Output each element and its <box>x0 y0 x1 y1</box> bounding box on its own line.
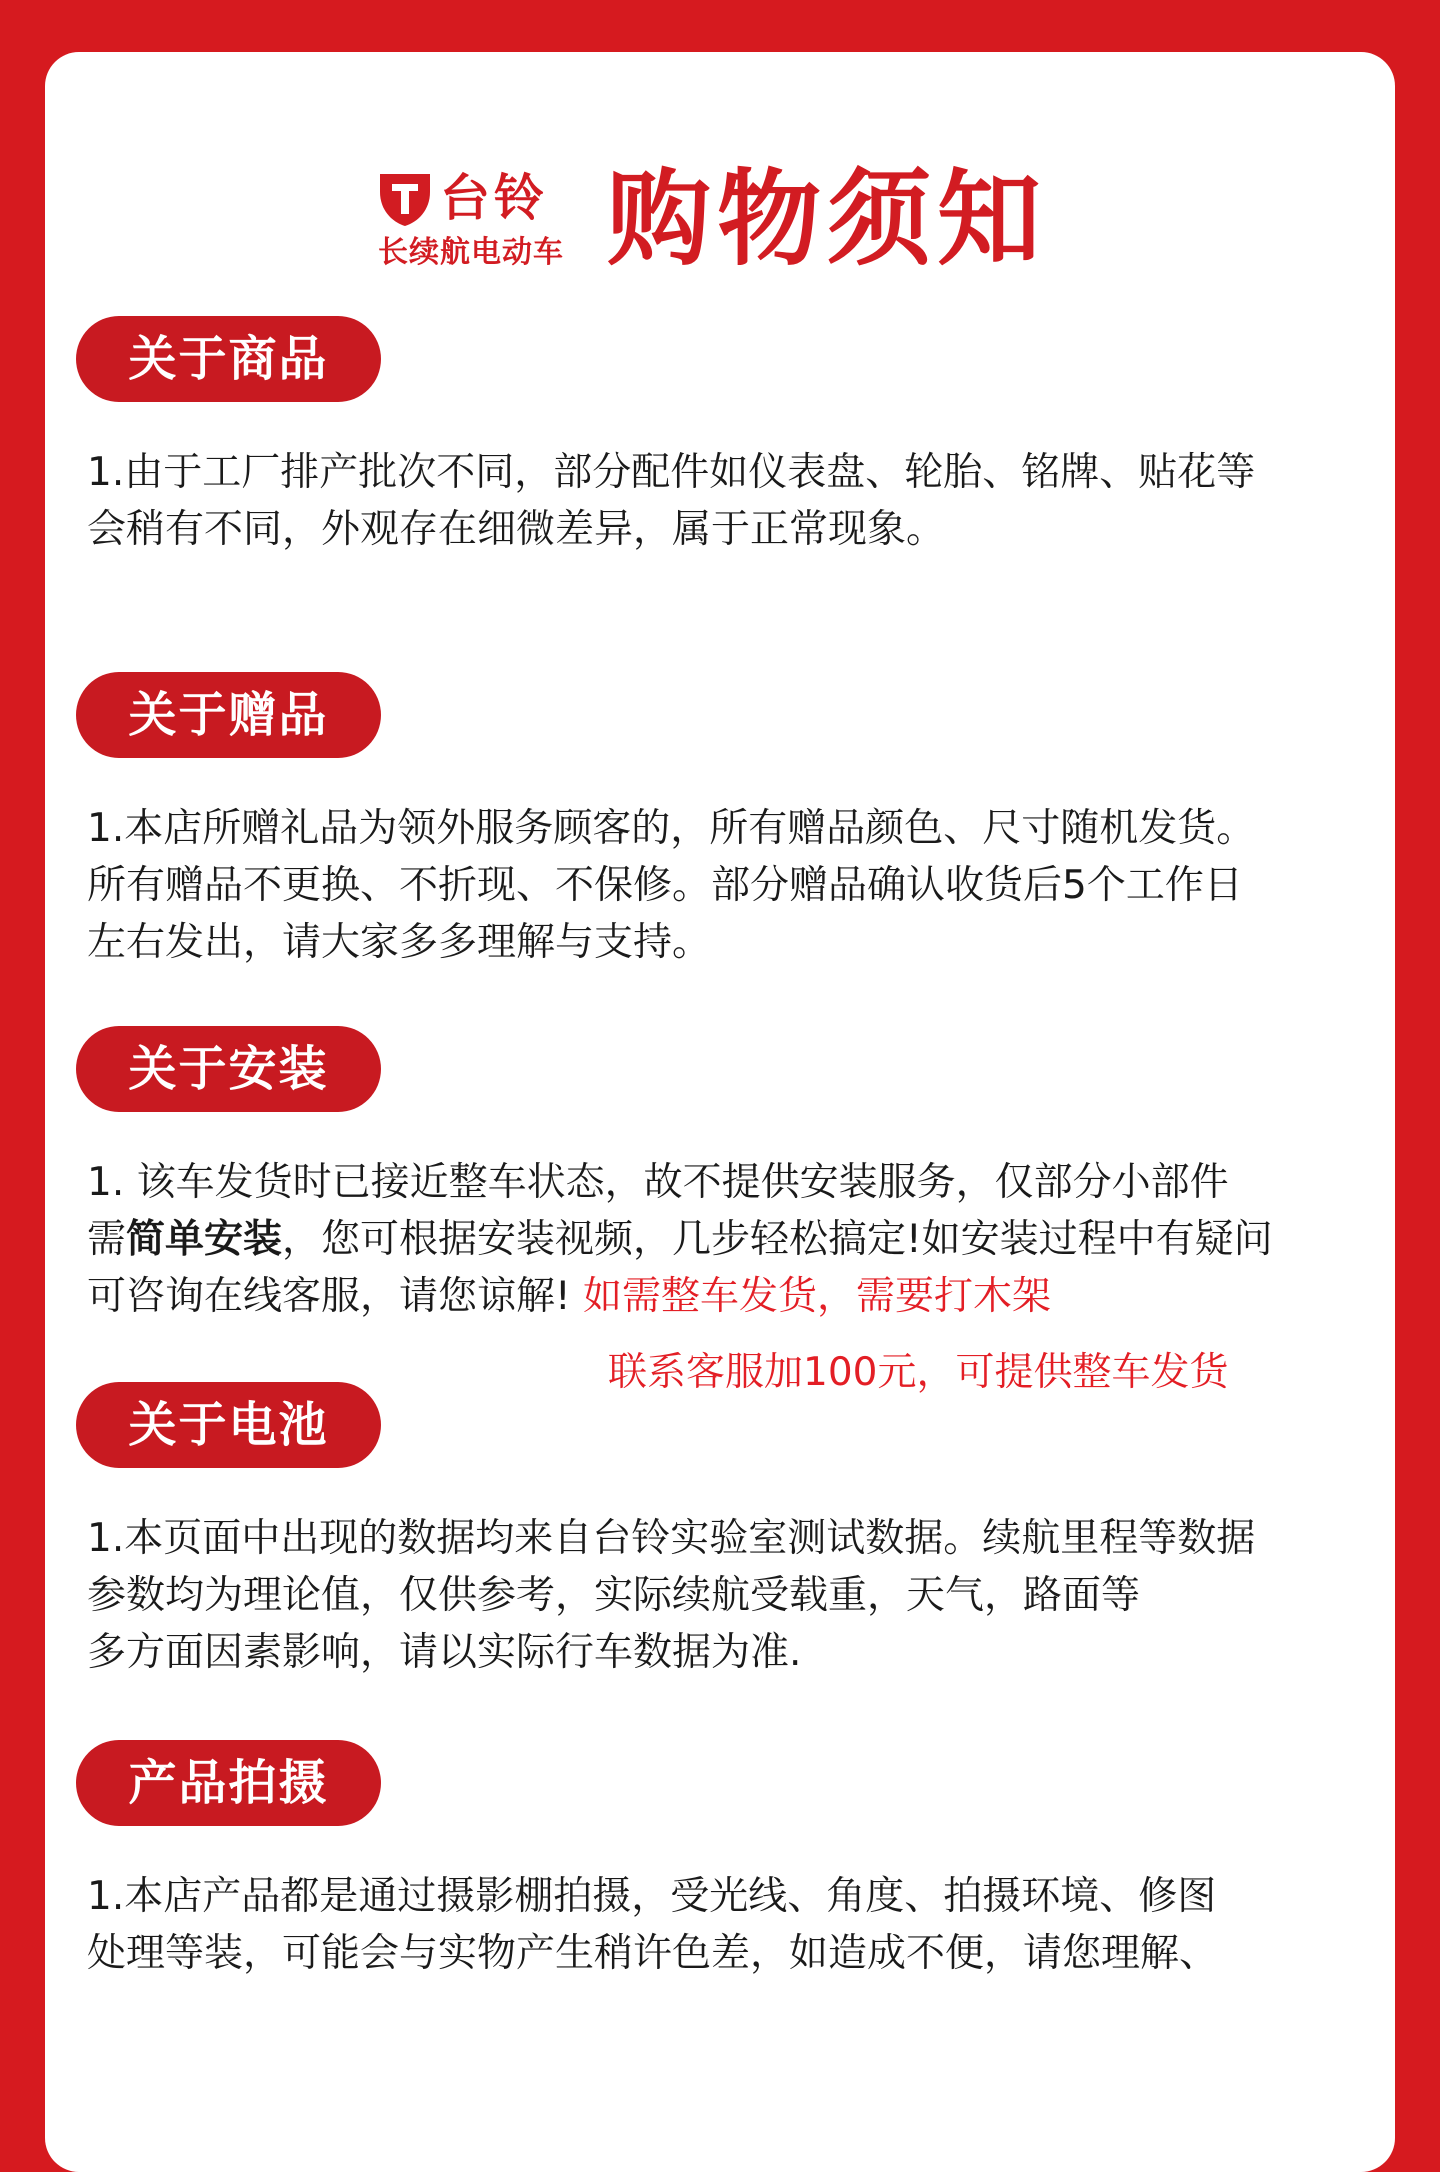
body-line: 会稍有不同，外观存在细微差异，属于正常现象。 <box>87 507 946 552</box>
body-line <box>87 1211 1357 1268</box>
text: 需 <box>87 1217 127 1262</box>
tailg-logo-icon <box>378 170 432 228</box>
section-title-pill: 关于安装 <box>76 1026 381 1112</box>
page-title: 购物须知 <box>607 158 1048 280</box>
section-body <box>87 444 1357 558</box>
body-line: 1.由于工厂排产批次不同，部分配件如仪表盘、轮胎、铭牌、贴花等 <box>87 450 1256 495</box>
body-line <box>87 1268 1357 1325</box>
body-line: 1.本店所赠礼品为领外服务顾客的，所有赠品颜色、尺寸随机发货。 <box>87 806 1256 851</box>
body-line: 1.本店产品都是通过摄影棚拍摄，受光线、角度、拍摄环境、修图 <box>87 1874 1217 1919</box>
brand-logo <box>378 170 588 270</box>
section-body <box>87 1868 1357 1982</box>
section-body <box>87 1510 1357 1681</box>
notice-card <box>45 52 1395 2172</box>
section-title-pill: 关于电池 <box>76 1382 381 1468</box>
body-line: 1. 该车发货时已接近整车状态，故不提供安装服务，仅部分小部件 <box>87 1160 1229 1205</box>
body-line: 参数均为理论值，仅供参考，实际续航受载重，天气，路面等 <box>87 1573 1141 1618</box>
text: 可咨询在线客服，请您谅解! <box>87 1274 584 1319</box>
body-line: 所有赠品不更换、不折现、不保修。部分赠品确认收货后5个工作日 <box>87 863 1243 908</box>
body-line: 左右发出，请大家多多理解与支持。 <box>87 920 712 965</box>
text: ，您可根据安装视频，几步轻松搞定!如安装过程中有疑问 <box>282 1217 1273 1262</box>
body-line: 1.本页面中出现的数据均来自台铃实验室测试数据。续航里程等数据 <box>87 1516 1256 1561</box>
section-body <box>87 800 1357 971</box>
highlight-text: 如需整车发货，需要打木架 <box>583 1274 1052 1319</box>
section-title-pill: 关于商品 <box>76 316 381 402</box>
bold-text: 简单安装 <box>126 1217 283 1262</box>
shipping-note: 联系客服加100元，可提供整车发货 <box>608 1350 1229 1395</box>
brand-slogan: 长续航电动车 <box>378 235 564 270</box>
body-line: 多方面因素影响，请以实际行车数据为准. <box>87 1630 802 1675</box>
brand-name: 台铃 <box>440 169 548 227</box>
section-title-pill: 产品拍摄 <box>76 1740 381 1826</box>
body-line: 处理等装，可能会与实物产生稍许色差，如造成不便，请您理解、 <box>87 1931 1219 1976</box>
header <box>45 122 1395 280</box>
section-title-pill: 关于赠品 <box>76 672 381 758</box>
section-body <box>87 1154 1357 1325</box>
